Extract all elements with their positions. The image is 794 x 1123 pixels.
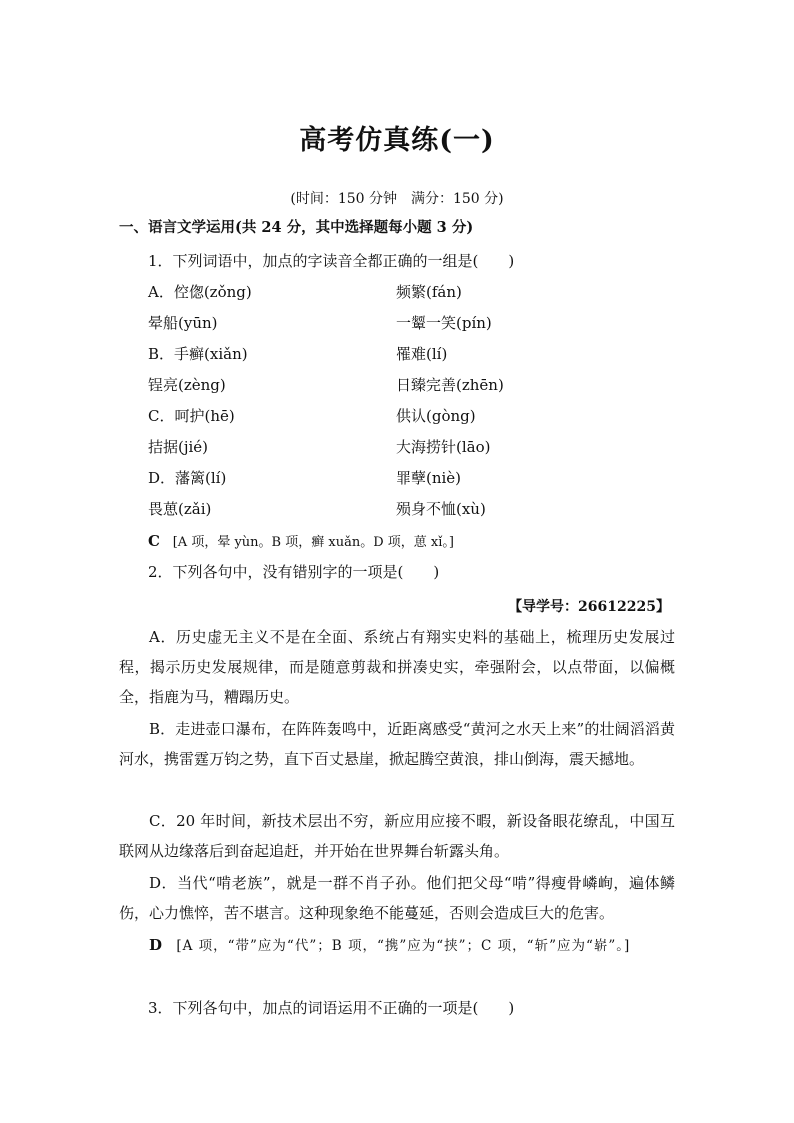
q1-option-d2-right: 殒身不恤(xù) xyxy=(396,500,486,518)
q2-answer-key: D xyxy=(149,936,164,954)
q1-option-a2-right: 一颦一笑(pín) xyxy=(396,314,492,332)
q1-option-b2-left: 锃亮(zèng) xyxy=(148,376,226,394)
q1-option-b-right: 罹难(lí) xyxy=(396,345,448,363)
q2-stem: 2．下列各句中，没有错别字的一项是( ) xyxy=(148,563,440,581)
q1-option-d-right: 罪孽(niè) xyxy=(396,469,462,487)
q1-option-a-left: A．倥偬(zǒng) xyxy=(148,283,252,301)
q1-answer-explanation: [A 项，晕 yùn。B 项，癣 xuǎn。D 项，葸 xǐ。] xyxy=(172,535,454,550)
q2-option-d: D．当代“啃老族”，就是一群不肖子孙。他们把父母“啃”得瘦骨嶙峋，遍体鳞伤，心力憔悴，苦不堪言。这种现象绝不能蔓延，否则会造成巨大的危害。 xyxy=(119,874,675,922)
q2-answer xyxy=(119,930,675,961)
q1-option-c2-right: 大海捞针(lāo) xyxy=(396,438,491,456)
q1-option-b-left: B．手癣(xiǎn) xyxy=(148,345,248,363)
page-title: 高考仿真练(一) xyxy=(299,125,495,156)
q1-answer xyxy=(148,531,454,553)
q1-option-a-right: 频繁(fán) xyxy=(396,283,462,301)
q1-option-c-left: C．呵护(hē) xyxy=(148,407,235,425)
exam-meta: (时间：150 分钟 满分：150 分) xyxy=(290,191,504,207)
q1-option-d-left: D．藩篱(lí) xyxy=(148,469,227,487)
q2-option-c: C．20 年时间，新技术层出不穷，新应用应接不暇，新设备眼花缭乱，中国互联网从边缘落后到奋起追赶，并开始在世界舞台斩露头角。 xyxy=(119,812,675,860)
q1-option-b2-right: 日臻完善(zhēn) xyxy=(396,376,504,394)
guide-number: 【导学号：26612225】 xyxy=(508,599,670,615)
q1-option-c2-left: 拮据(jié) xyxy=(148,438,209,456)
q2-option-b: B．走进壶口瀑布，在阵阵轰鸣中，近距离感受“黄河之水天上来”的壮阔滔滔黄河水，携雷霆万钧之势，直下百丈悬崖，掀起腾空黄浪，排山倒海，震天撼地。 xyxy=(119,720,675,768)
q2-option-a: A．历史虚无主义不是在全面、系统占有翔实史料的基础上，梳理历史发展过程，揭示历史发展规律，而是随意剪裁和拼凑史实，牵强附会，以点带面，以偏概全，指鹿为马，糟蹋历史。 xyxy=(119,628,675,706)
q1-option-d2-left: 畏葸(zǎi) xyxy=(148,500,212,518)
q1-answer-key: C xyxy=(148,532,160,550)
section-heading: 一、语言文学运用(共 24 分，其中选择题每小题 3 分) xyxy=(119,219,474,236)
q1-option-c-right: 供认(gòng) xyxy=(396,407,476,425)
q3-stem: 3．下列各句中，加点的词语运用不正确的一项是( ) xyxy=(148,999,515,1017)
q2-answer-explanation: [A 项，“带”应为“代”；B 项，“携”应为“挟”；C 项，“斩”应为“崭”。] xyxy=(176,938,631,954)
q1-option-a2-left: 晕船(yūn) xyxy=(148,314,218,332)
q1-stem: 1．下列词语中，加点的字读音全都正确的一组是( ) xyxy=(148,252,515,270)
